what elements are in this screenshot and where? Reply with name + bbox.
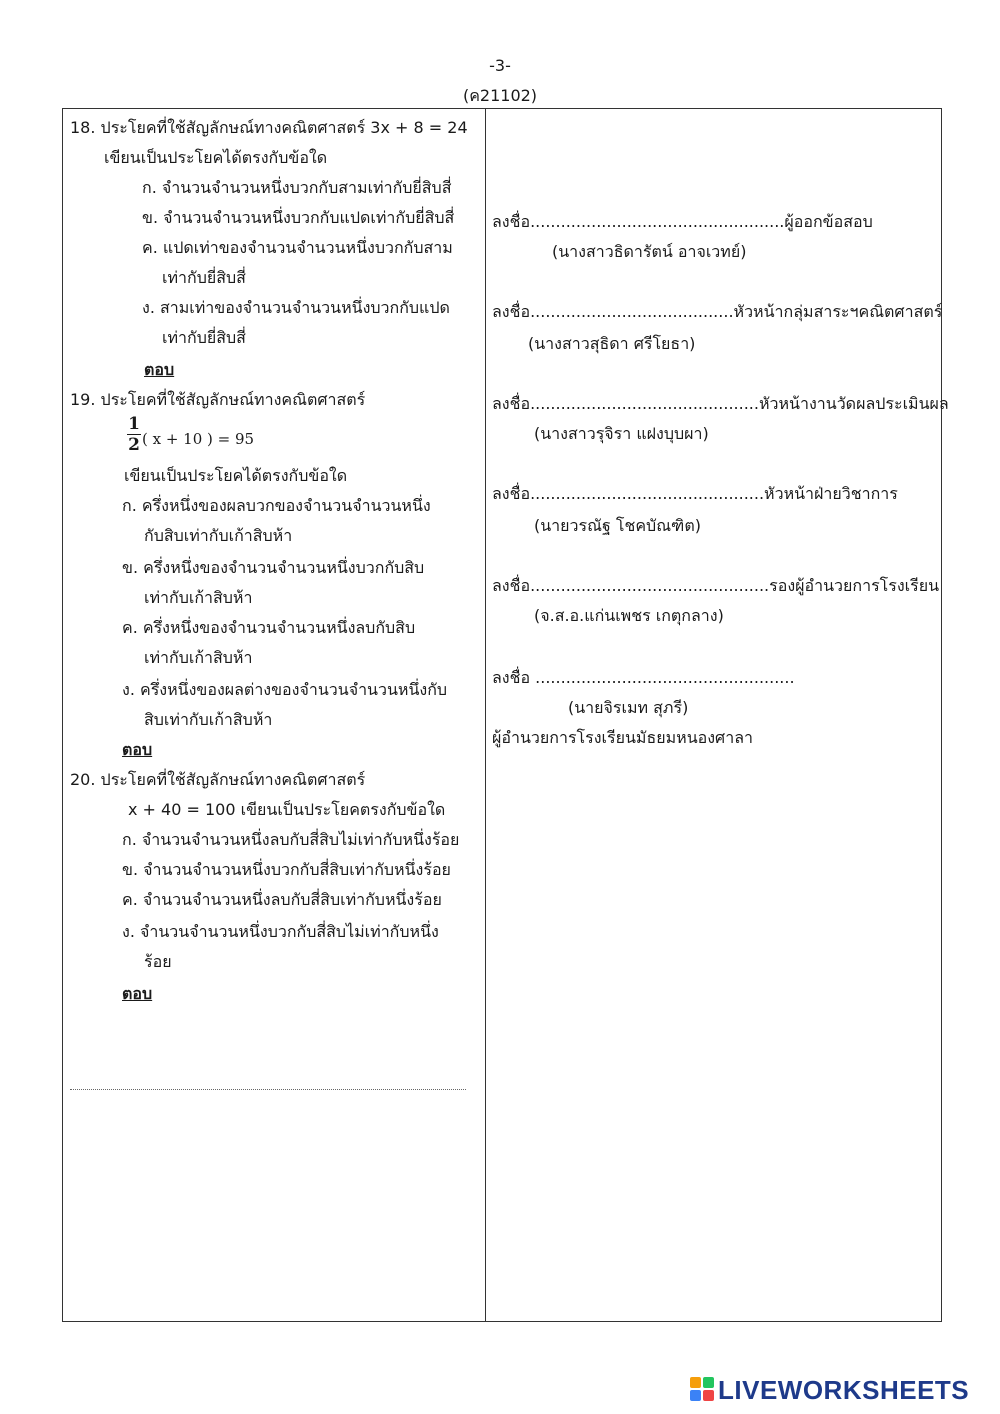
fraction-numerator: 1 (128, 414, 140, 434)
answer-label: ตอบ (122, 740, 153, 759)
choice-c-cont[interactable]: เท่ากับยี่สิบสี่ (162, 268, 246, 287)
signature-line: ลงชื่อ..................................................ผู้ออกข้อสอบ (492, 212, 873, 231)
math-expression: ( x + 10 ) = 95 (142, 430, 255, 448)
answer-label: ตอบ (122, 984, 153, 1003)
liveworksheets-icon (690, 1377, 714, 1401)
choice-d-cont[interactable]: สิบเท่ากับเก้าสิบห้า (144, 710, 273, 729)
subject-code: (ค21102) (462, 86, 538, 105)
question-stem: x + 40 = 100 เขียนเป็นประโยคตรงกับข้อใด (128, 800, 446, 819)
choice-a[interactable]: ก. จำนวนจำนวนหนึ่งลบกับสี่สิบไม่เท่ากับหนึ่งร้อย (122, 830, 460, 849)
choice-b[interactable]: ข. จำนวนจำนวนหนึ่งบวกกับแปดเท่ากับยี่สิบสี่ (142, 208, 455, 227)
choice-d-cont[interactable]: ร้อย (144, 952, 172, 971)
answer-label: ตอบ (144, 360, 175, 379)
signatory-name: (นางสาวสุธิดา ศรีโยธา) (528, 334, 696, 353)
signature-line: ลงชื่อ........................................หัวหน้ากลุ่มสาระฯคณิตศาสตร์ (492, 302, 943, 321)
signature-line: ลงชื่อ ................................................... (492, 668, 795, 687)
question-stem: 18. ประโยคที่ใช้สัญลักษณ์ทางคณิตศาสตร์ 3x + 8 = 24 (70, 118, 468, 137)
signatory-name: (นางสาวรุจิรา แฝงบุบผา) (534, 424, 709, 443)
page-number: -3- (489, 56, 511, 75)
choice-c[interactable]: ค. ครึ่งหนึ่งของจำนวนจำนวนหนึ่งลบกับสิบ (122, 618, 416, 637)
column-divider (485, 108, 486, 1322)
choice-d[interactable]: ง. จำนวนจำนวนหนึ่งบวกกับสี่สิบไม่เท่ากับหนึ่ง (122, 922, 439, 941)
question-stem: เขียนเป็นประโยคได้ตรงกับข้อใด (104, 148, 328, 167)
choice-a[interactable]: ก. จำนวนจำนวนหนึ่งบวกกับสามเท่ากับยี่สิบสี่ (142, 178, 452, 197)
fraction-one-half (126, 414, 142, 455)
choice-c[interactable]: ค. จำนวนจำนวนหนึ่งลบกับสี่สิบเท่ากับหนึ่งร้อย (122, 890, 442, 909)
choice-d[interactable]: ง. สามเท่าของจำนวนจำนวนหนึ่งบวกกับแปด (142, 298, 450, 317)
signatory-name: (นางสาวธิดารัตน์ อาจเวทย์) (552, 242, 747, 261)
choice-b[interactable]: ข. ครึ่งหนึ่งของจำนวนจำนวนหนึ่งบวกกับสิบ (122, 558, 425, 577)
choice-a[interactable]: ก. ครึ่งหนึ่งของผลบวกของจำนวนจำนวนหนึ่ง (122, 496, 431, 515)
choice-b-cont[interactable]: เท่ากับเก้าสิบห้า (144, 588, 253, 607)
question-stem: 19. ประโยคที่ใช้สัญลักษณ์ทางคณิตศาสตร์ (70, 390, 366, 409)
signatory-name: (นายวรณัฐ โชคบัณฑิต) (534, 516, 701, 535)
brand-name: LIVEWORKSHEETS (718, 1375, 970, 1405)
dotted-separator (70, 1089, 466, 1090)
choice-b[interactable]: ข. จำนวนจำนวนหนึ่งบวกกับสี่สิบเท่ากับหนึ่งร้อย (122, 860, 451, 879)
signatory-title: ผู้อำนวยการโรงเรียนมัธยมหนองศาลา (492, 728, 753, 747)
fraction-denominator: 2 (128, 435, 140, 455)
signature-line: ลงชื่อ..............................................หัวหน้าฝ่ายวิชาการ (492, 484, 898, 503)
choice-d[interactable]: ง. ครึ่งหนึ่งของผลต่างของจำนวนจำนวนหนึ่งกับ (122, 680, 448, 699)
signature-line: ลงชื่อ.............................................หัวหน้างานวัดผลประเมินผล (492, 394, 949, 413)
choice-a-cont[interactable]: กับสิบเท่ากับเก้าสิบห้า (144, 526, 293, 545)
question-stem: 20. ประโยคที่ใช้สัญลักษณ์ทางคณิตศาสตร์ (70, 770, 366, 789)
question-stem: เขียนเป็นประโยคได้ตรงกับข้อใด (124, 466, 348, 485)
signatory-name: (นายจิรเมท สุภรี) (568, 698, 689, 717)
choice-c[interactable]: ค. แปดเท่าของจำนวนจำนวนหนึ่งบวกกับสาม (142, 238, 453, 257)
choice-d-cont[interactable]: เท่ากับยี่สิบสี่ (162, 328, 246, 347)
signature-line: ลงชื่อ...............................................รองผู้อำนวยการโรงเรียน (492, 576, 940, 595)
choice-c-cont[interactable]: เท่ากับเก้าสิบห้า (144, 648, 253, 667)
signatory-name: (จ.ส.อ.แก่นเพชร เกตุกลาง) (534, 606, 724, 625)
